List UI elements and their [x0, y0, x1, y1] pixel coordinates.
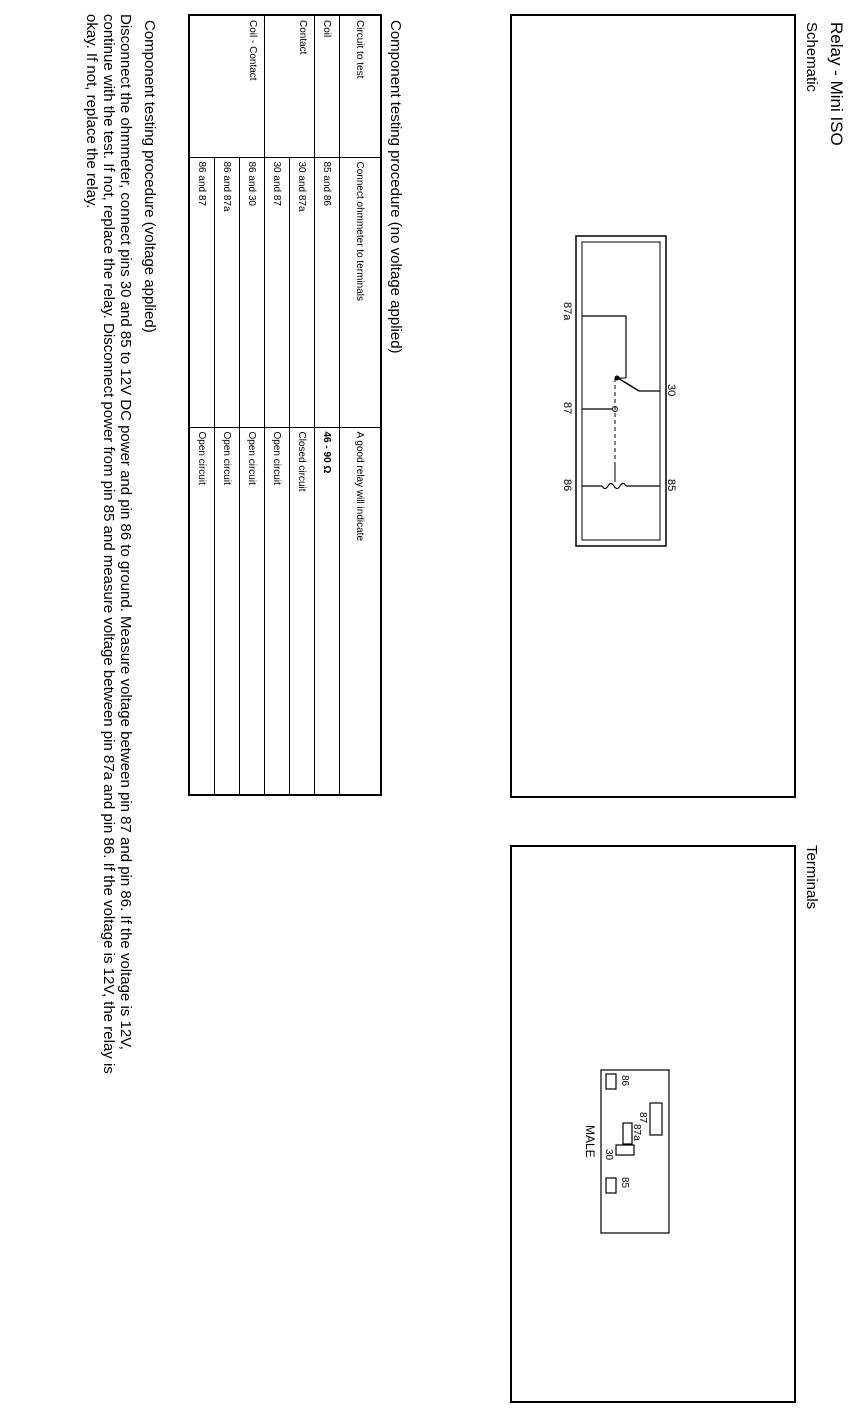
cell-result: Open circuit [265, 427, 290, 795]
test-voltage-procedure: Disconnect the ohmmeter, connect pins 30 and 85 to 12V DC power and pin 86 to ground. Measure voltage between pin 87 and pin 86. If the voltage is 12V, continue with the test. If not, replace the relay. Disconnect power from pin 85 and measure voltage between pin 87a and pin 86. If the voltage is 12V, the relay is okay. If not, replace the relay. [83, 14, 134, 1074]
relay-terminal-diagram [512, 847, 794, 1401]
terminal-30 [616, 1145, 634, 1155]
cell-circuit: Coil [315, 15, 340, 157]
cell-terminals: 86 and 30 [240, 157, 265, 427]
table-header-row [340, 15, 382, 795]
terminals-heading: Terminals [803, 845, 820, 910]
schematic-heading: Schematic [803, 22, 820, 93]
terminal-label-30: 30 [603, 1149, 614, 1161]
cell-terminals: 86 and 87 [189, 157, 215, 427]
cell-result: Open circuit [189, 427, 215, 795]
schematic-panel [510, 14, 796, 798]
page-title: Relay - Mini ISO [827, 22, 846, 146]
schematic-pin-87a: 87a [561, 302, 573, 321]
table-row [315, 15, 340, 795]
cell-circuit: Contact [265, 15, 315, 157]
schematic-pin-87: 87 [561, 402, 573, 415]
terminal-label-87a: 87a [631, 1124, 642, 1141]
coil-symbol [602, 484, 626, 489]
resistance-test-table [188, 14, 382, 796]
terminal-label-86: 86 [619, 1075, 630, 1087]
cell-terminals: 86 and 87a [215, 157, 240, 427]
test-voltage-heading: Component testing procedure (voltage applied) [141, 20, 158, 333]
cell-result: Closed circuit [290, 427, 315, 795]
terminal-86 [606, 1074, 616, 1089]
column-header: A good relay will indicate [340, 427, 382, 795]
column-header: Circuit to test [340, 15, 382, 157]
switch-arm [618, 378, 639, 391]
relay-schematic-diagram [512, 16, 794, 796]
table-row [290, 15, 315, 795]
schematic-pin-85: 85 [665, 479, 677, 492]
table-row [240, 15, 265, 795]
cell-result: Open circuit [240, 427, 265, 795]
cell-circuit: Coil - Contact [189, 15, 265, 157]
connector-label: MALE [583, 1125, 597, 1158]
terminals-panel [510, 845, 796, 1403]
terminal-87 [650, 1103, 662, 1135]
schematic-pin-30: 30 [665, 384, 677, 397]
column-header: Connect ohmmeter to terminals [340, 157, 382, 427]
terminal-label-85: 85 [619, 1177, 630, 1189]
cell-terminals: 30 and 87a [290, 157, 315, 427]
cell-result: 46 - 90 Ω [315, 427, 340, 795]
schematic-pin-86: 86 [561, 479, 573, 492]
terminal-label-87: 87 [637, 1112, 648, 1124]
cell-result: Open circuit [215, 427, 240, 795]
cell-terminals: 85 and 86 [315, 157, 340, 427]
terminal-85 [606, 1178, 616, 1193]
test-no-voltage-heading: Component testing procedure (no voltage applied) [387, 20, 404, 354]
cell-terminals: 30 and 87 [265, 157, 290, 427]
